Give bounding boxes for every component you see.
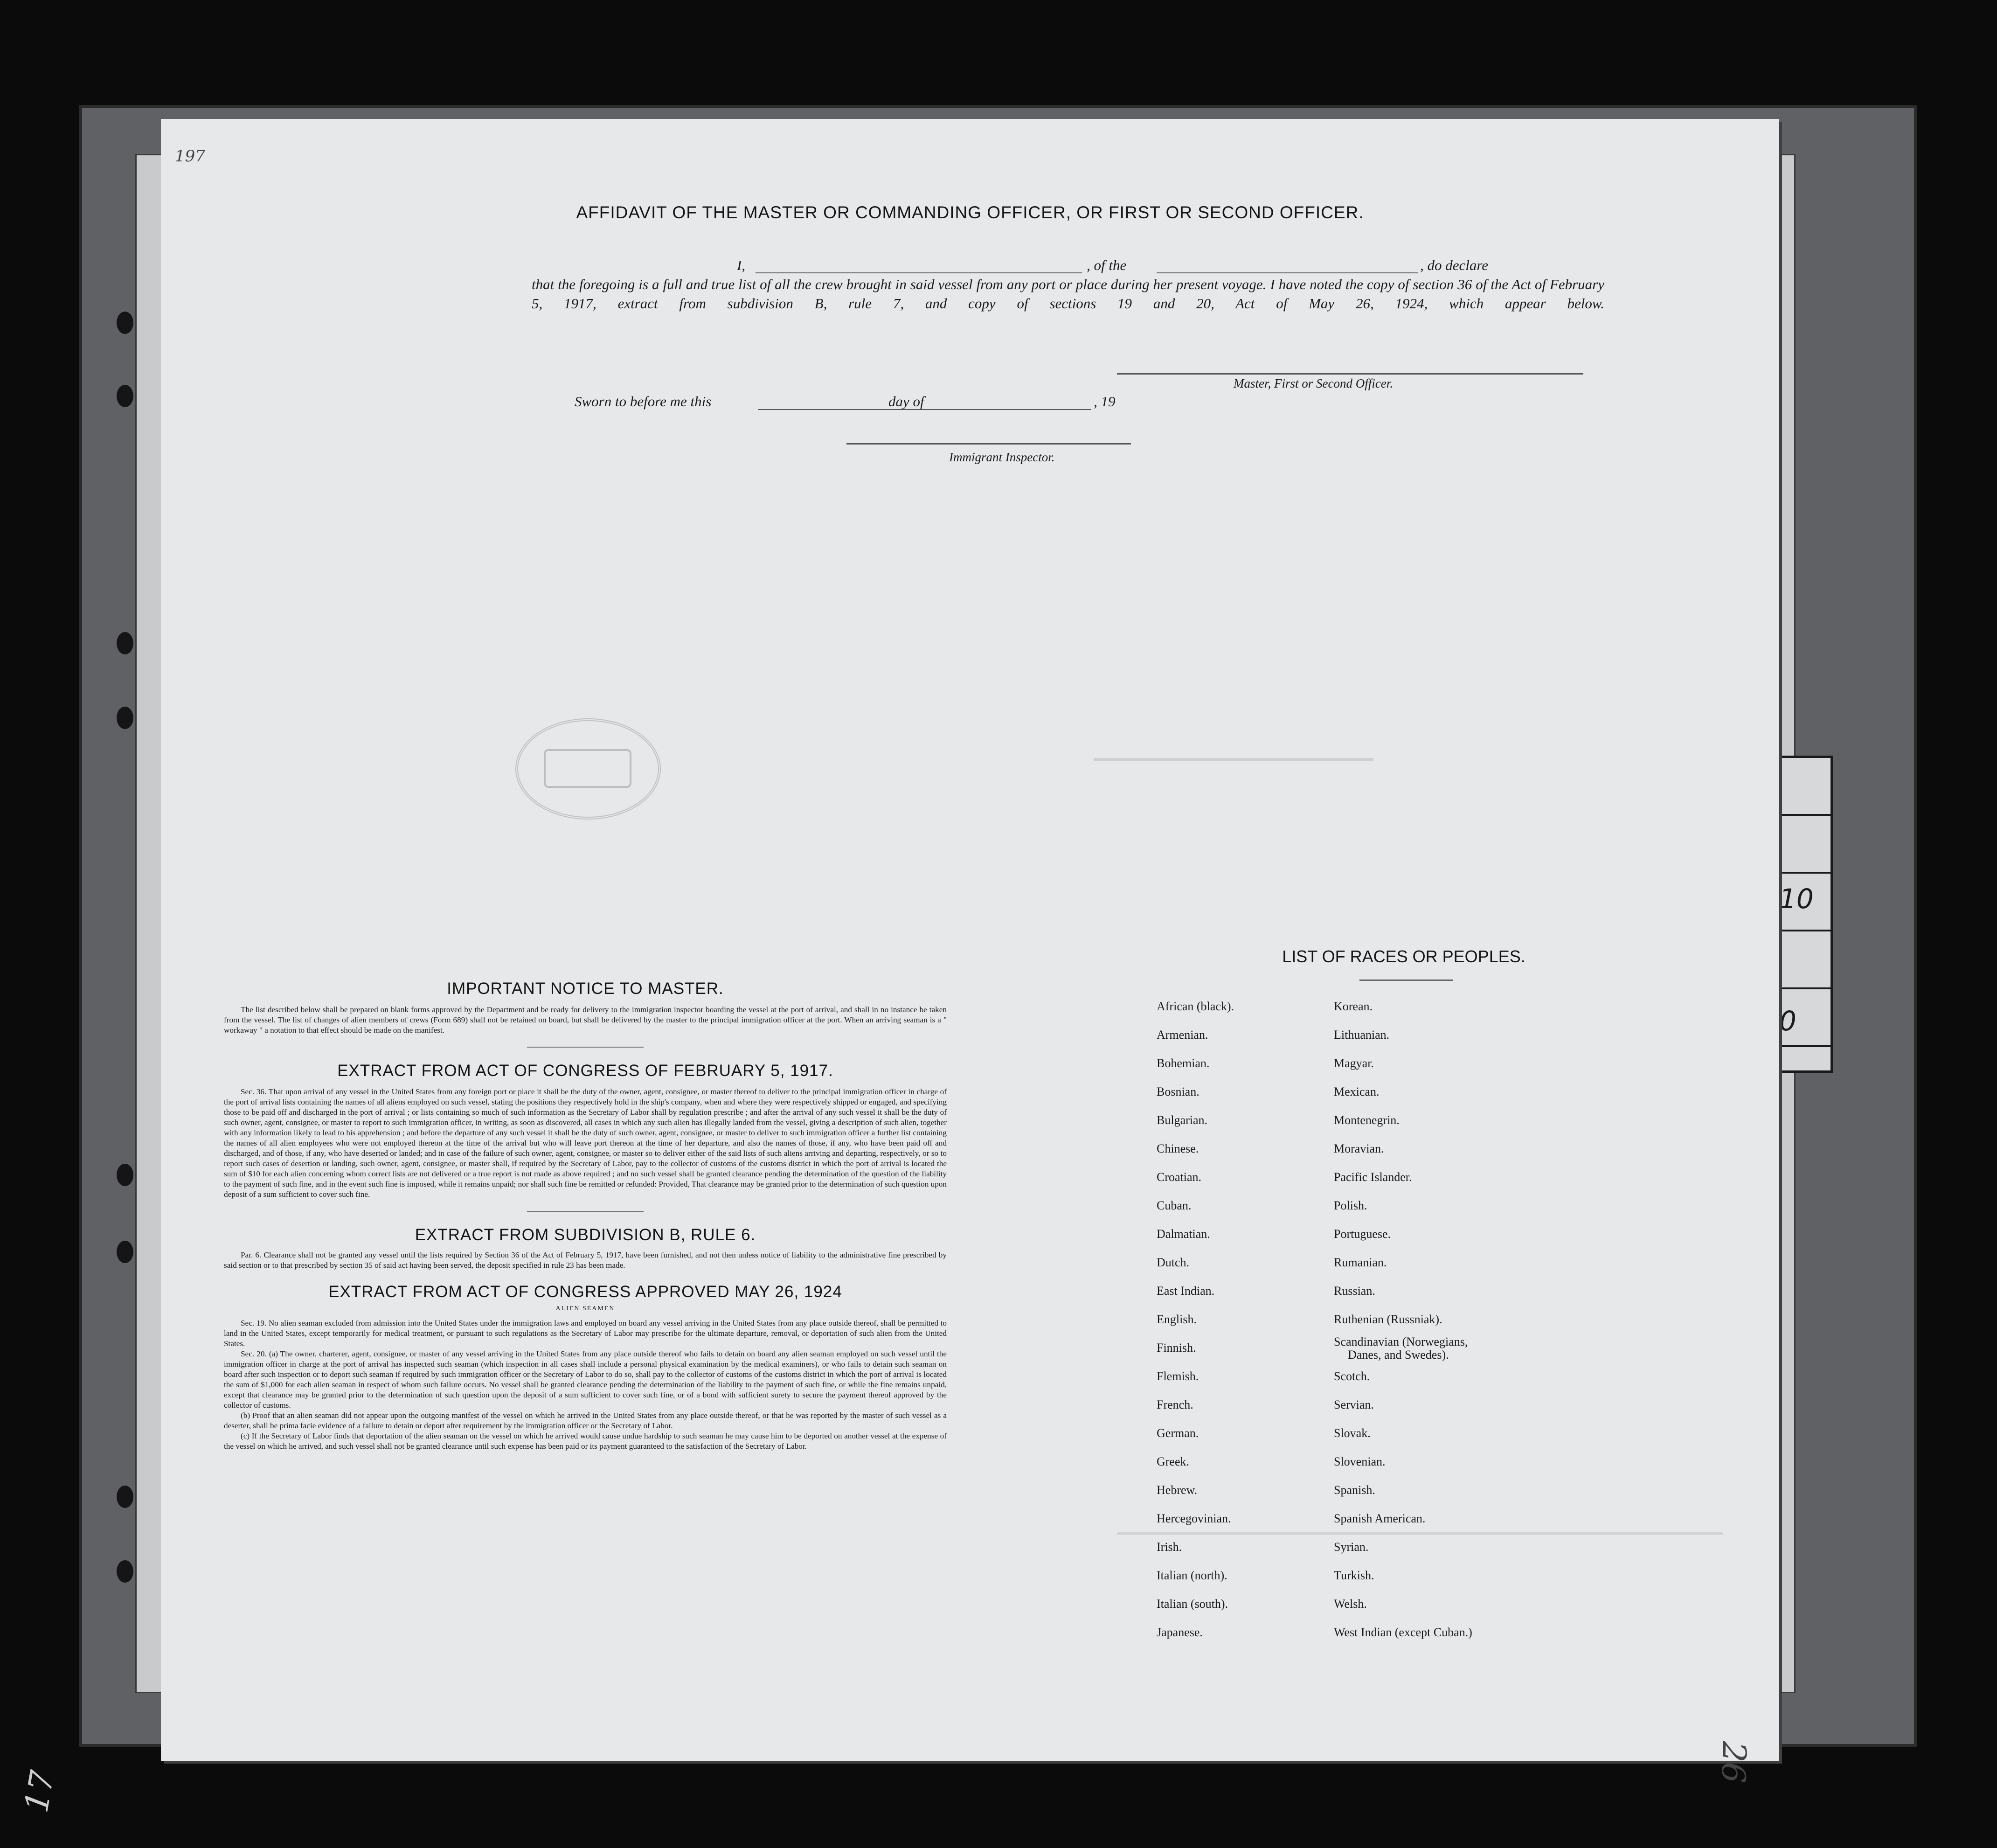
race-item: French. [1157, 1398, 1193, 1411]
race-item: Magyar. [1334, 1056, 1374, 1070]
race-item: Japanese. [1157, 1626, 1203, 1639]
inspector-signature-line [846, 443, 1131, 445]
race-item: African (black). [1157, 1000, 1234, 1013]
race-item: Lithuanian. [1334, 1028, 1390, 1042]
race-item: Italian (north). [1157, 1569, 1227, 1582]
race-item: Turkish. [1334, 1569, 1374, 1582]
race-item: Pacific Islander. [1334, 1170, 1412, 1184]
name-blank [756, 272, 1082, 273]
punch-hole [117, 385, 133, 407]
race-item: Dalmatian. [1157, 1227, 1210, 1241]
race-item: Scotch. [1334, 1369, 1370, 1383]
vessel-blank [1157, 272, 1418, 273]
race-item: Armenian. [1157, 1028, 1208, 1042]
sworn-month-blank [937, 409, 1091, 410]
races-title: LIST OF RACES OR PEOPLES. [1282, 947, 1525, 966]
race-item: Flemish. [1157, 1369, 1199, 1383]
race-item: Croatian. [1157, 1170, 1202, 1184]
sworn-label: Sworn to before me this [575, 393, 712, 410]
race-item: Hebrew. [1157, 1483, 1198, 1497]
race-item: Chinese. [1157, 1142, 1199, 1155]
race-item: Bohemian. [1157, 1056, 1210, 1070]
race-item: Dutch. [1157, 1256, 1190, 1269]
race-item: Greek. [1157, 1455, 1190, 1468]
race-item: Slovak. [1334, 1426, 1371, 1440]
race-item: Finnish. [1157, 1341, 1196, 1355]
race-item: Spanish. [1334, 1483, 1375, 1497]
punch-hole [117, 707, 133, 729]
affidavit-sheet [161, 119, 1779, 1784]
race-item: Russian. [1334, 1284, 1375, 1298]
notice-text: The list described below shall be prepared on blank forms approved by the Department and be ready for delivery to the immigration inspector boarding the vessel at the port of arrival, and shall in no instance be taken from the vessel. The list of changes of alien members of crews (Form 689) shall not be retained on board, but shall be delivered by the master to the principal immigration officer at the port. When an arriving seaman is a " workaway " a notation to that effect should be made on the manifest. [224, 1005, 947, 1035]
extract-1917-text: Sec. 36. That upon arrival of any vessel in the United States from any foreign port or place it shall be the duty of the owner, agent, consignee, or master thereof to deliver to the principal immigration officer in charge of the port of arrival lists containing the names of all aliens employed on such vessel, stating the positions they respectively hold in the ship's company, when and where they were respectively shipped or engaged, and specifying those to be paid off and discharged in the port of arrival ; or lists containing so much of such information as the Secretary of Labor shall by regulation prescribe ; and after the arrival of any such vessel it shall be the duty of such owner, agent, consignee, or master to report to such immigration officer, in writing, as soon as discovered, all cases in which any such alien has illegally landed from the vessel, giving a description of such alien, together with any information likely to lead to his apprehension ; and before the departure of any such vessel it shall be the duty of such owner, agent, consignee, or master to deliver to such immigration officer a further list containing the names of all alien employees who were not employed thereon at the time of the arrival but who will leave port thereon at the time of her departure, and also the names of those, if any, who have been paid off and discharged, and of those, if any, who have deserted or landed; and in case of the failure of such owner, agent, consignee, or master so to deliver either of the said lists of such aliens arriving and departing, respectively, or so to report such cases of desertion or landing, such owner, agent, consignee, or master shall, if required by the Secretary of Labor, pay to the collector of customs of the customs district in which the port of arrival is located the sum of $10 for each alien concerning whom correct lists are not delivered or a true report is not made as above required ; and no such vessel shall be granted clearance pending the determination of the question of the liability to the payment of such fine, and in the event such fine is imposed, while it remains unpaid; nor shall such fine be remitted or refunded: Provided, That clearance may be granted prior to the determination of such question upon deposit of a sum sufficient to cover such fine. [224, 1087, 947, 1199]
race-item: East Indian. [1157, 1284, 1215, 1298]
extract-1924-title: EXTRACT FROM ACT OF CONGRESS APPROVED MAY 26, 1924 [328, 1283, 842, 1301]
tally-digit-2: 0 [1779, 1005, 1796, 1037]
punch-hole [117, 1241, 133, 1263]
extract-1917-title: EXTRACT FROM ACT OF CONGRESS OF FEBRUARY 5, 1917. [337, 1062, 833, 1080]
race-item: Servian. [1334, 1398, 1374, 1411]
race-item: Spanish American. [1334, 1512, 1426, 1525]
section-divider [527, 1211, 644, 1212]
extract-rule6-text: Par. 6. Clearance shall not be granted any vessel until the lists required by Section 36 of the Act of February 5, 1917, have been furnished, and not then unless notice of liability to the administrative fine prescribed by said section or to that prescribed by section 35 of said act having been served, the deposit specified in rule 23 has been made. [224, 1251, 947, 1270]
punch-hole [117, 1560, 133, 1583]
notice-title: IMPORTANT NOTICE TO MASTER. [447, 980, 724, 998]
race-item: Ruthenian (Russniak). [1334, 1313, 1442, 1326]
punch-hole [117, 312, 133, 334]
punch-hole [117, 1486, 133, 1508]
affidavit-i-label: I, [737, 257, 746, 273]
races-divider [1359, 980, 1453, 981]
race-item: Irish. [1157, 1540, 1182, 1554]
race-item: Montenegrin. [1334, 1113, 1400, 1127]
day-of-label: day of [888, 393, 924, 410]
race-item: Korean. [1334, 1000, 1373, 1013]
extract-1924-sec20a: Sec. 20. (a) The owner, charterer, agent, consignee, or master of any vessel arriving in the United States from any place outside thereof who fails to detain on board any alien seaman employed on such vessel until the immigration officer in charge at the port of arrival has inspected such seaman (which inspection in all cases shall include a personal physical examination by the medical examiners), or who fails to detain such seaman on board after such inspection or to deport such seaman if required by such immigration officer or the Secretary of Labor to do so, shall pay to the collector of customs of the customs district in which the port of arrival is located the sum of $1,000 for each alien seaman in respect of whom such failure occurs. No vessel shall be granted clearance pending the determination of the liability to the payment of such fine, or while the fine remains unpaid, except that clearance may be granted prior to the determination of such question upon the deposit of a sum sufficient to cover such fine, or of a bond with sufficient surety to secure the payment thereof approved by the collector of customs. [224, 1349, 947, 1410]
bleed-through-rule [1094, 758, 1373, 761]
extract-1924-sec20c: (c) If the Secretary of Labor finds that deportation of the alien seaman on the vessel on which he arrived would cause undue hardship to such seaman he may cause him to be deported on another vessel at the expense of the vessel on which he arrived, and such vessel shall not be granted clearance until such expense has been paid or its payment guaranteed to the satisfaction of the Secretary of Labor. [224, 1431, 947, 1451]
race-item: Polish. [1334, 1199, 1367, 1212]
affidavit-line-1 [532, 256, 1604, 275]
affidavit-declare-label: , do declare [1420, 257, 1489, 273]
race-item: West Indian (except Cuban.) [1334, 1626, 1472, 1639]
race-item: German. [1157, 1426, 1199, 1440]
race-item: Portuguese. [1334, 1227, 1391, 1241]
extract-1924-sec19: Sec. 19. No alien seaman excluded from admission into the United States under the immigration laws and employed on board any vessel arriving in the United States from any place outside thereof, shall be permitted to land in the United States, except temporarily for medical treatment, or pursuant to such regulations as the Secretary of Labor may prescribe for the ultimate departure, removal, or deportation of such alien from the United States. [224, 1319, 947, 1348]
race-item: Welsh. [1334, 1597, 1367, 1611]
handwritten-sheet-number: 26 [1713, 1741, 1754, 1784]
race-item: Slovenian. [1334, 1455, 1386, 1468]
inspector-signature-label: Immigrant Inspector. [949, 450, 1055, 464]
race-item: English. [1157, 1313, 1197, 1326]
race-item: Bulgarian. [1157, 1113, 1208, 1127]
year-label: , 19 [1094, 393, 1116, 410]
race-item: Cuban. [1157, 1199, 1192, 1212]
legal-notices-column [224, 980, 947, 1452]
tally-digit: 10 [1779, 883, 1814, 915]
race-item: Syrian. [1334, 1540, 1369, 1554]
race-item: Moravian. [1334, 1142, 1384, 1155]
affidavit-body: that the foregoing is a full and true list of all the crew brought in said vessel from any port or place during her present voyage. I have noted the copy of section 36 of the Act of February 5, 1917, extract from subdivision B, rule 7, and copy of sections 19 and 20, Act of May 26, 1924, which appear below. [532, 276, 1604, 312]
faint-ink-stamp [515, 718, 661, 820]
handwritten-page-number: 197 [175, 147, 205, 166]
bleed-through-rule [1117, 1532, 1723, 1535]
affidavit-title: AFFIDAVIT OF THE MASTER OR COMMANDING OFFICER, OR FIRST OR SECOND OFFICER. [576, 203, 1364, 222]
race-item: Rumanian. [1334, 1256, 1387, 1269]
punch-hole [117, 632, 133, 654]
handwritten-corner-number: 17 [17, 1768, 62, 1815]
race-item: Hercegovinian. [1157, 1512, 1231, 1525]
race-item: Scandinavian (Norwegians, Danes, and Swedes). [1334, 1335, 1468, 1362]
race-item: Mexican. [1334, 1085, 1380, 1098]
affidavit-of-label: , of the [1087, 257, 1127, 273]
race-item: Italian (south). [1157, 1597, 1228, 1611]
extract-rule6-title: EXTRACT FROM SUBDIVISION B, RULE 6. [415, 1226, 756, 1244]
master-signature-label: Master, First or Second Officer. [1234, 376, 1393, 390]
section-divider [527, 1047, 644, 1048]
affidavit-declaration [532, 256, 1604, 313]
punch-hole [117, 1164, 133, 1186]
extract-1924-subtitle: ALIEN SEAMEN [555, 1305, 615, 1312]
master-signature-line [1117, 373, 1583, 375]
race-item: Bosnian. [1157, 1085, 1200, 1098]
extract-1924-sec20b: (b) Proof that an alien seaman did not appear upon the outgoing manifest of the vessel on which he arrived in the United States from any place outside thereof, or that he was reported by the master of such vessel as a deserter, shall be prima facie evidence of a failure to detain or deport after requirement by the immigration officer or the Secretary of Labor. [224, 1411, 947, 1430]
